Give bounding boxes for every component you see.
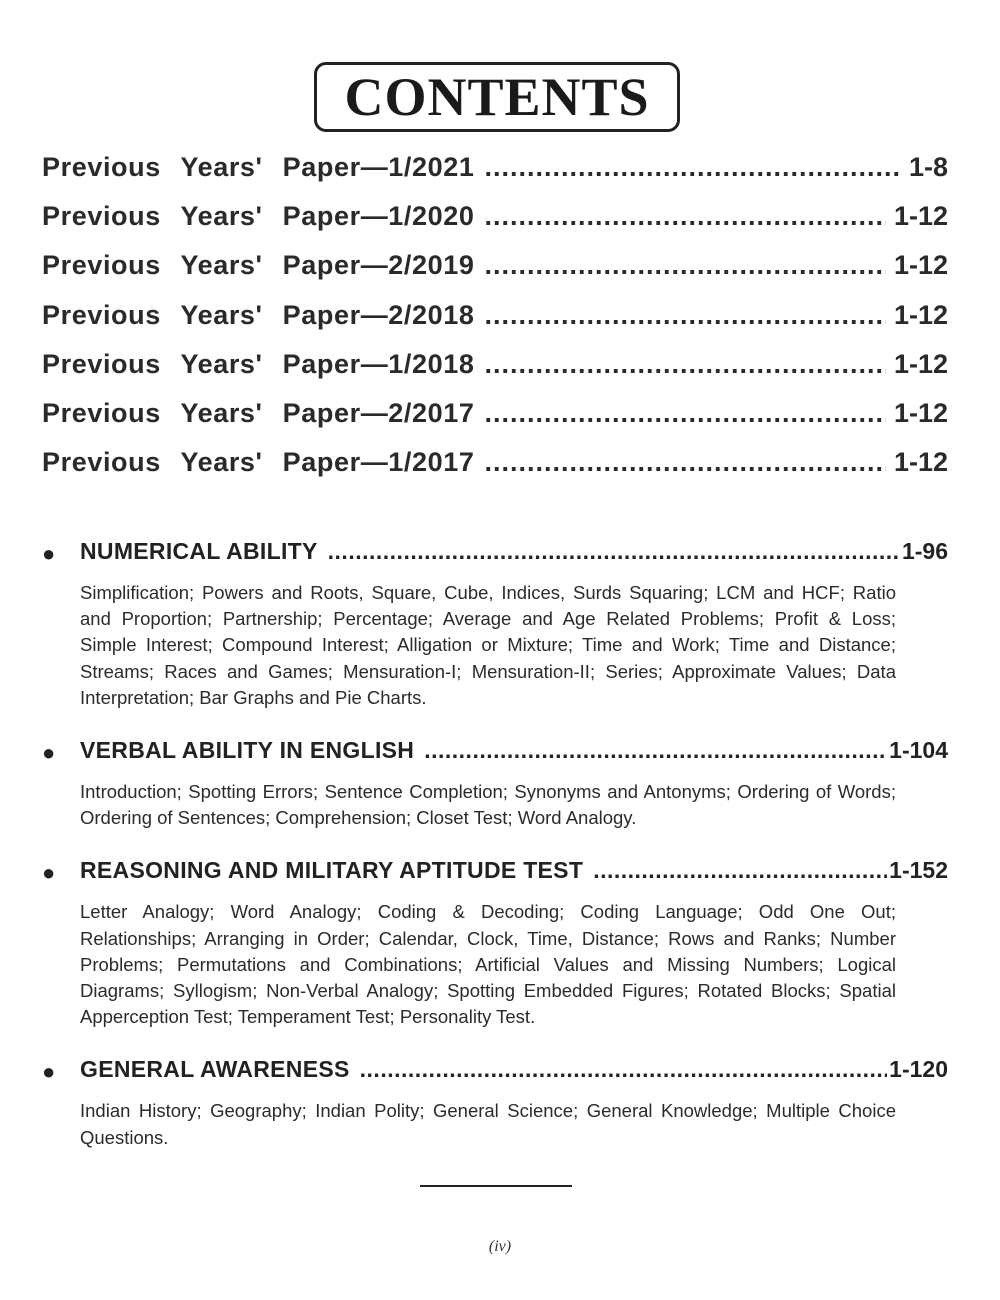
page-number: (iv)	[488, 1238, 512, 1255]
dot-leader	[484, 250, 885, 281]
toc-entry-pages: 1-12	[893, 397, 948, 428]
section-verbal-ability	[42, 737, 948, 831]
section-description: Letter Analogy; Word Analogy; Coding & Decoding; Coding Language; Odd One Out; Relationships; Arranging in Order; Calendar, Clock, Time, Distance; Rows and Ranks; Number Problems; Permutations and Combinations; Artificial Values and Missing Numbers; Logical Diagrams; Syllogism; Non-Verbal Analogy; Spotting Embedded Figures; Rotated Blocks; Spatial Apperception Test; Temperament Test; Personality Test.	[80, 901, 896, 1028]
toc-entry-label: Previous Years' Paper—2/2018	[42, 299, 475, 330]
section-pages: 1-104	[889, 737, 948, 764]
section-pages: 1-96	[901, 538, 948, 564]
toc-entry[interactable]	[42, 398, 948, 447]
toc-entry-pages: 1-12	[893, 447, 948, 478]
toc-entry[interactable]	[42, 447, 948, 496]
toc-entry-pages: 1-12	[893, 250, 948, 281]
dot-leader	[484, 398, 885, 429]
dot-leader	[484, 152, 900, 183]
bullet-icon: ●	[42, 1059, 56, 1085]
toc-entry[interactable]	[42, 201, 948, 250]
section-pages: 1-152	[889, 857, 948, 884]
dot-leader	[593, 857, 887, 884]
section-title: NUMERICAL ABILITY	[80, 538, 318, 564]
dot-leader	[484, 349, 885, 380]
end-rule	[420, 1185, 572, 1187]
toc-entry[interactable]	[42, 250, 948, 299]
section-description: Introduction; Spotting Errors; Sentence Completion; Synonyms and Antonyms; Ordering of Words; Ordering of Sentences; Comprehension; Closet Test; Word Analogy.	[80, 781, 896, 829]
section-title: VERBAL ABILITY IN ENGLISH	[80, 737, 415, 764]
page-title: CONTENTS	[344, 67, 650, 127]
toc-entry-pages: 1-8	[908, 152, 948, 182]
dot-leader	[360, 1056, 888, 1083]
toc-entry[interactable]	[42, 349, 948, 398]
section-description: Simplification; Powers and Roots, Square, Cube, Indices, Surds Squaring; LCM and HCF; Ratio and Proportion; Partnership; Percentage; Average and Age Related Problems; Profit & Loss; Simple Interest; Compound Interest; Alligation or Mixture; Time and Work; Time and Distance; Streams; Races and Games; Mensuration-I; Mensuration-II; Series; Approximate Values; Data Interpretation; Bar Graphs and Pie Charts.	[80, 582, 896, 708]
section-heading[interactable]	[42, 857, 948, 891]
toc-entry-pages: 1-12	[893, 348, 948, 379]
dot-leader	[484, 300, 885, 331]
toc-entry-label: Previous Years' Paper—2/2017	[42, 397, 475, 428]
dot-leader	[484, 447, 885, 478]
dot-leader	[484, 201, 885, 232]
bullet-icon: ●	[42, 541, 56, 566]
toc-entry-pages: 1-12	[893, 299, 948, 330]
bullet-icon: ●	[42, 740, 56, 766]
toc-entry-label: Previous Years' Paper—2/2019	[42, 250, 475, 281]
section-general-awareness	[42, 1056, 948, 1150]
toc-entry-pages: 1-12	[893, 201, 948, 232]
dot-leader	[328, 538, 900, 565]
toc-entry-label: Previous Years' Paper—1/2021	[42, 152, 475, 182]
toc-entry[interactable]	[42, 300, 948, 349]
section-heading[interactable]	[42, 538, 948, 572]
section-title: GENERAL AWARENESS	[80, 1056, 350, 1083]
section-title: REASONING AND MILITARY APTITUDE TEST	[80, 857, 584, 884]
subject-sections	[42, 538, 948, 1177]
toc-entry[interactable]	[42, 152, 948, 201]
section-numerical-ability	[42, 538, 948, 711]
toc-entry-label: Previous Years' Paper—1/2020	[42, 201, 475, 232]
section-heading[interactable]	[42, 737, 948, 771]
toc-entry-label: Previous Years' Paper—1/2018	[42, 348, 475, 379]
section-heading[interactable]	[42, 1056, 948, 1090]
dot-leader	[424, 737, 887, 764]
toc-entry-label: Previous Years' Paper—1/2017	[42, 447, 475, 478]
contents-title-box	[314, 62, 680, 132]
previous-papers-list	[42, 152, 948, 496]
section-pages: 1-120	[889, 1056, 948, 1083]
bullet-icon: ●	[42, 860, 56, 886]
section-description: Indian History; Geography; Indian Polity; General Science; General Knowledge; Multiple Choice Questions.	[80, 1100, 896, 1148]
section-reasoning	[42, 857, 948, 1030]
